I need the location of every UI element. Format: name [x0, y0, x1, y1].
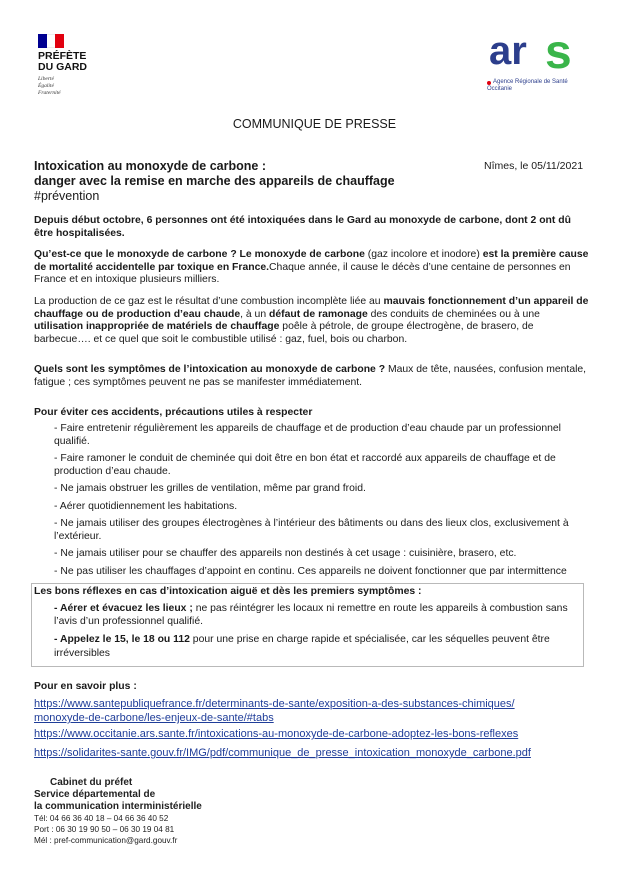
reflex-item-call	[54, 633, 584, 661]
motto-egalite: Égalité	[38, 83, 54, 89]
prefecture-logo	[38, 34, 148, 97]
ars-region: Occitanie	[487, 86, 513, 92]
reflex1-bold: - Aérer et évacuez les lieux ;	[54, 603, 193, 614]
ars-dot-icon	[487, 81, 491, 85]
hashtag: #prévention	[34, 189, 100, 203]
footer-contact	[34, 777, 334, 846]
motto-liberte: Liberté	[38, 76, 54, 82]
french-flag-icon	[38, 34, 64, 48]
motto-fraternite: Fraternité	[38, 90, 61, 96]
production-bold2: défaut de ramonage	[269, 308, 368, 320]
what-question: Qu’est-ce que le monoxyde de carbone ? Le monoxyde de carbone	[34, 249, 365, 260]
link1-line1[interactable]: https://www.santepubliquefrance.fr/determinants-de-sante/exposition-a-des-substances-chimiques/	[34, 698, 515, 710]
symptoms-paragraph	[34, 364, 589, 389]
precaution-item: - Ne pas utiliser les chauffages d’appoint en continu. Ces appareils ne doivent fonctionner que par intermittence	[54, 566, 567, 577]
title-line2: danger avec la remise en marche des appareils de chauffage	[34, 174, 395, 188]
link-solidarites-sante[interactable]: https://solidarites-sante.gouv.fr/IMG/pdf/communique_de_presse_intoxication_monoxyde_carbone.pdf	[34, 747, 531, 759]
svg-text:ar: ar	[489, 30, 527, 73]
what-bold2: est la première cause de mortalité accidentelle par toxique en France.	[34, 249, 589, 273]
learn-more-title: Pour en savoir plus :	[34, 681, 137, 692]
ars-logo	[487, 30, 597, 92]
footer-cabinet: Cabinet du préfet	[50, 777, 133, 788]
precaution-item: - Faire entretenir régulièrement les appareils de chauffage et de production d’eau chaude par un professionnel qualifié.	[54, 423, 561, 447]
symptoms-question: Quels sont les symptômes de l’intoxication au monoxyde de carbone ?	[34, 364, 386, 375]
page-title	[34, 159, 454, 189]
precaution-item: - Ne jamais obstruer les grilles de ventilation, même par grand froid.	[54, 483, 366, 494]
prefecture-name-line1: PRÉFÈTE	[38, 50, 87, 62]
production-text1: La production de ce gaz est le résultat d’une combustion incomplète liée au	[34, 296, 384, 307]
footer-tel: Tél: 04 66 36 40 18 – 04 66 36 40 52	[34, 814, 169, 823]
production-bold3: utilisation inappropriée de matériels de chauffage	[34, 321, 280, 332]
production-text4: poêle à pétrole, de groupe électrogène, de brasero, de barbecue…. et ce quel que soit le combustible utilisé : gaz, fuel, bois ou charbon.	[34, 321, 534, 345]
reflex-item-aerate	[54, 603, 584, 628]
production-text3: des conduits de cheminées ou à une	[367, 308, 540, 320]
what-rest: Chaque année, il cause le décès d’une centaine de personnes en France et en intoxique plusieurs milliers.	[34, 261, 571, 285]
ars-wordmark-icon	[487, 30, 597, 74]
communique-heading: COMMUNIQUE DE PRESSE	[232, 117, 397, 131]
precaution-item: - Ne jamais utiliser des groupes électrogènes à l’intérieur des bâtiments ou dans des lieux clos, exclusivement à l’extérieur.	[54, 518, 569, 542]
what-paren: (gaz incolore et inodore)	[364, 249, 483, 260]
precaution-item: - Aérer quotidiennement les habitations.	[54, 501, 238, 512]
precaution-item: - Faire ramoner le conduit de cheminée qui doit être en bon état et raccordé aux appareils de chauffage et de production d’eau chaude.	[54, 453, 556, 477]
prefecture-motto	[38, 76, 148, 97]
ars-tagline: Agence Régionale de Santé	[493, 79, 568, 85]
press-date: Nîmes, le 05/11/2021	[484, 160, 584, 172]
precautions-title: Pour éviter ces accidents, précautions utiles à respecter	[34, 407, 313, 418]
title-line1: Intoxication au monoxyde de carbone :	[34, 159, 266, 173]
precaution-item: - Ne jamais utiliser pour se chauffer des appareils non destinés à cet usage : cuisinière, brasero, etc.	[54, 548, 517, 559]
reflex2-rest: pour une prise en charge rapide et spécialisée, car les séquelles peuvent être irréversibles	[54, 634, 550, 659]
link-ars-occitanie[interactable]: https://www.occitanie.ars.sante.fr/intoxications-au-monoxyde-de-carbone-adoptez-les-bons-reflexes	[34, 728, 519, 740]
reflex2-bold: - Appelez le 15, le 18 ou 112	[54, 634, 190, 645]
link-santepubliquefrance[interactable]	[34, 697, 594, 725]
link1-line2[interactable]: monoxyde-de-carbone/les-enjeux-de-sante/#tabs	[34, 712, 274, 724]
production-text2: , à un	[240, 308, 269, 320]
footer-service1: Service départemental de	[34, 789, 156, 800]
intro-text: Depuis début octobre, 6 personnes ont été intoxiquées dans le Gard au monoxyde de carbone, dont 2 ont dû être hospitalisées.	[34, 215, 571, 239]
symptoms-rest: Maux de tête, nausées, confusion mentale, fatigue ; ces symptômes peuvent ne pas se manifester immédiatement.	[34, 364, 587, 388]
footer-mel: Mél : pref-communication@gard.gouv.fr	[34, 836, 178, 845]
production-paragraph	[34, 296, 589, 346]
prefecture-name-line2: DU GARD	[38, 61, 87, 73]
production-bold1: mauvais fonctionnement d’un appareil de chauffage ou de production d’eau chaude	[34, 296, 589, 320]
intro-paragraph	[34, 215, 589, 240]
reflex1-rest: ne pas réintégrer les locaux ni remettre en route les appareils à combustion sans l’avis d’un professionnel qualifié.	[54, 603, 568, 627]
svg-text:s: s	[545, 30, 572, 74]
footer-port: Port : 06 30 19 90 50 – 06 30 19 04 81	[34, 825, 175, 834]
what-is-co-paragraph	[34, 249, 589, 287]
reflexes-title: Les bons réflexes en cas d’intoxication aiguë et dès les premiers symptômes :	[34, 586, 422, 597]
footer-service2: la communication interministérielle	[34, 801, 202, 812]
